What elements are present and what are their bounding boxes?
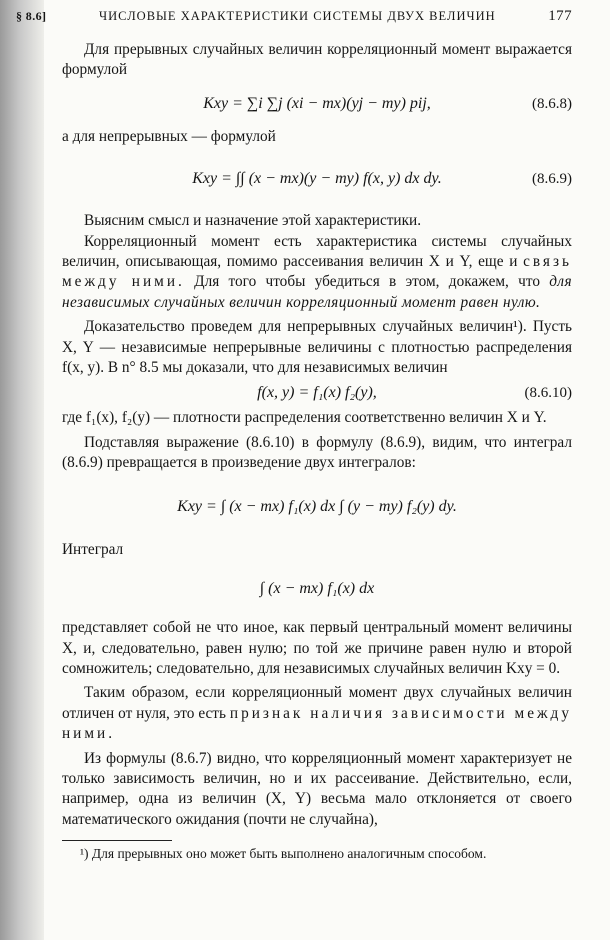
running-header [16,8,572,40]
page-content [16,8,573,863]
paragraph-2: а для непрерывных — формулой [62,127,276,145]
paragraph-6: где f₁(x), f₂(y) — плотности распределения соответственно величин X и Y. [62,409,547,427]
footnote: ¹) Для прерывных оно может быть выполнено аналогичным способом. [80,846,487,862]
footnote-rule [62,840,172,841]
formula-number-8-6-10: (8.6.10) [524,385,572,402]
paragraph-9: представляет собой не что иное, как первый центральный момент величины X, и, следовательно, равен нулю; по той же причине равен нулю и второй сомножитель; следовательно, для независимых случайных величин Kxy = 0. [62,619,572,677]
formula-number-8-6-8: (8.6.8) [532,95,572,112]
paragraph-7: Подставляя выражение (8.6.10) в формулу (8.6.9), видим, что интеграл (8.6.9) превращается в произведение двух интегралов: [62,433,572,472]
paragraph-5: Доказательство проведем для непрерывных случайных величин¹). Пусть X, Y — независимые непрерывные величины с плотностью распределения f(x, y). В n° 8.5 мы доказали, что для независимых величин [62,318,572,377]
formula-product-body: Kxy = ∫ (x − mx) f₁(x) dx ∫ (y − my) f₂(y) dy. [177,497,457,515]
formula-8-6-8-body: Kxy = ∑i ∑j (xi − mx)(yj − my) pij, [203,94,431,112]
page-gutter-shadow [0,0,47,940]
paragraph-10 [62,683,572,744]
formula-number-8-6-9: (8.6.9) [532,171,572,188]
running-title: ЧИСЛОВЫЕ ХАРАКТЕРИСТИКИ СИСТЕМЫ ДВУХ ВЕЛИЧИН [99,9,496,23]
formula-integral [62,560,572,618]
formula-8-6-10-body: f(x, y) = f₁(x) f₂(y), [257,384,377,402]
paragraph-4-text-b: Для того чтобы убедиться в этом, докажем, что [194,273,540,291]
formula-8-6-9-body: Kxy = ∫∫ (x − mx)(y − my) f(x, y) dx dy. [192,170,442,188]
formula-8-6-10 [62,378,572,408]
paragraph-11: Из формулы (8.6.7) видно, что корреляционный момент характеризует не только зависимость величин, но и их рассеивание. Действительно, если, например, одна из величин (X, Y) весьма мало отклоняется от своего математического ожидания (почти не случайна), [62,749,572,828]
formula-product [62,474,572,540]
paragraph-4-text-a: Корреляционный момент есть характеристика системы случайных величин, описывающая, помимо рассеивания величин X и Y, еще и [62,232,572,271]
page-number: 177 [548,8,572,24]
paragraph-10-text-a: Таким образом, если корреляционный момент двух случайных величин отличен от нуля, это есть [62,684,572,722]
formula-8-6-8 [62,81,572,127]
paragraph-8: Интеграл [62,540,124,558]
paragraph-3: Выясним смысл и назначение этой характеристики. [84,212,422,230]
paragraph-10-spaced: признак наличия зависимости между ними. [62,704,572,743]
formula-integral-body: ∫ (x − mx) f₁(x) dx [259,580,375,598]
paragraph-1: Для прерывных случайных величин корреляционный момент выражается формулой [62,41,572,79]
formula-8-6-9 [62,147,572,211]
paragraph-4-italic: для независимых случайных величин корреляционный момент равен нулю. [62,273,573,311]
paragraph-4 [62,232,572,314]
section-marker: § 8.6] [16,9,47,23]
paragraph-4-spaced: связь между ними. [62,253,572,291]
